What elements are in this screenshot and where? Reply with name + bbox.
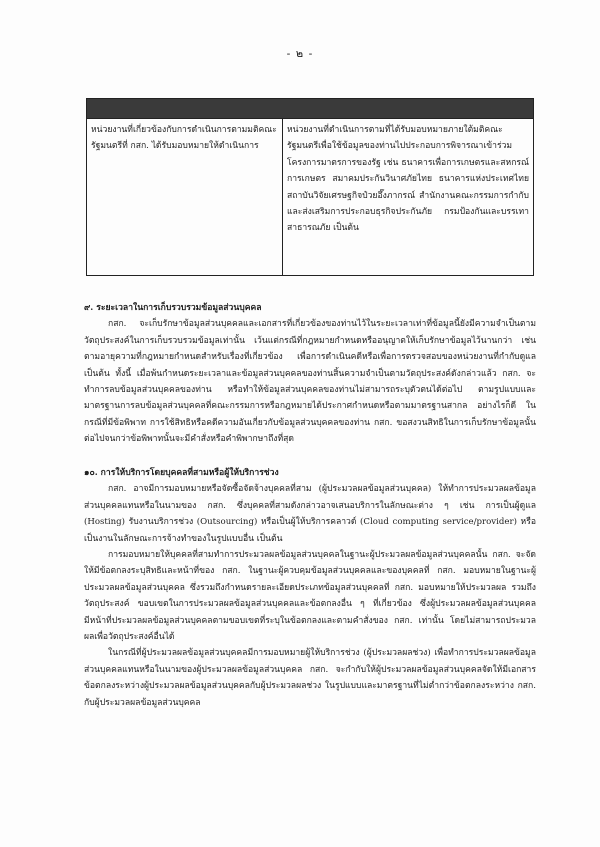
section-retention-period — [84, 300, 536, 448]
section-heading: ๑๐. การให้บริการโดยบุคคลที่สามหรือผู้ให้บริการช่วง — [84, 468, 279, 478]
section-third-party-services — [84, 465, 536, 711]
section-paragraph: กสก. อาจมีการมอบหมายหรือจัดซื้อจัดจ้างบุคคลที่สาม (ผู้ประมวลผลข้อมูลส่วนบุคคล) ให้ทำการประมวลผลข้อมูลส่วนบุคคลแทนหรือในนามของ กสก. ซึ่งบุคคลที่สามดังกล่าวอาจเสนอบริการในลักษณะต่าง ๆ เช่น การเป็นผู้ดูแล (Hosting) รับงานบริการช่วง (Outsourcing) หรือเป็นผู้ให้บริการคลาวด์ (Cloud computing service/provider) หรือเป็นงานในลักษณะการจ้างทำของในรูปแบบอื่น เป็นต้น — [84, 484, 536, 544]
table-row — [87, 119, 533, 276]
table-header-bar — [87, 99, 533, 119]
section-paragraph: ในกรณีที่ผู้ประมวลผลข้อมูลส่วนบุคคลมีการมอบหมายผู้ให้บริการช่วง (ผู้ประมวลผลช่วง) เพื่อทำการประมวลผลข้อมูลส่วนบุคคลแทนหรือในนามของผู้ประมวลผลข้อมูลส่วนบุคคล กสก. จะกำกับให้ผู้ประมวลผลข้อมูลส่วนบุคคลจัดให้มีเอกสารข้อตกลงระหว่างผู้ประมวลผลข้อมูลส่วนบุคคลกับผู้ประมวลผลช่วง ในรูปแบบและมาตรฐานที่ไม่ต่ำกว่าข้อตกลงระหว่าง กสก. กับผู้ประมวลผลข้อมูลส่วนบุคคล — [84, 648, 536, 708]
data-recipients-table — [86, 98, 534, 276]
page-number: - ๒ - — [286, 47, 314, 60]
section-heading: ๙. ระยะเวลาในการเก็บรวบรวมข้อมูลส่วนบุคคล — [84, 303, 262, 313]
table-cell-recipient-detail: หน่วยงานที่ดำเนินการตามที่ได้รับมอบหมายภายใต้มติคณะรัฐมนตรีเพื่อใช้ข้อมูลของท่านไปประกอบการพิจารณาเข้าร่วมโครงการมาตรการของรัฐ เช่น ธนาคารเพื่อการเกษตรและสหกรณ์การเกษตร สมาคมประกันวินาศภัยไทย ธนาคารแห่งประเทศไทย สถาบันวิจัยเศรษฐกิจป๋วยอึ๊งภากรณ์ สำนักงานคณะกรรมการกำกับและส่งเสริมการประกอบธุรกิจประกันภัย กรมป้องกันและบรรเทาสาธารณภัย เป็นต้น — [287, 125, 529, 234]
section-paragraph: การมอบหมายให้บุคคลที่สามทำการประมวลผลข้อมูลส่วนบุคคลในฐานะผู้ประมวลผลข้อมูลส่วนบุคคลนั้น กสก. จะจัดให้มีข้อตกลงระบุสิทธิและหน้าที่ของ กสก. ในฐานะผู้ควบคุมข้อมูลส่วนบุคคลและของบุคคลที่ กสก. มอบหมายในฐานะผู้ประมวลผลข้อมูลส่วนบุคคล ซึ่งรวมถึงกำหนดรายละเอียดประเภทข้อมูลส่วนบุคคลที่ กสก. มอบหมายให้ประมวลผล รวมถึงวัตถุประสงค์ ขอบเขตในการประมวลผลข้อมูลส่วนบุคคลและข้อตกลงอื่น ๆ ที่เกี่ยวข้อง ซึ่งผู้ประมวลผลข้อมูลส่วนบุคคลมีหน้าที่ประมวลผลข้อมูลส่วนบุคคลตามขอบเขตที่ระบุในข้อตกลงและตามคำสั่งของ กสก. เท่านั้น โดยไม่สามารถประมวลผลเพื่อวัตถุประสงค์อื่นได้ — [84, 550, 536, 643]
table-cell-recipient-type: หน่วยงานที่เกี่ยวข้องกับการดำเนินการตามมติคณะรัฐมนตรีที่ กสก. ได้รับมอบหมายให้ดำเนินการ — [87, 119, 283, 276]
section-paragraph: กสก. จะเก็บรักษาข้อมูลส่วนบุคคลและเอกสารที่เกี่ยวข้องของท่านไว้ในระยะเวลาเท่าที่ข้อมูลนี้ยังมีความจำเป็นตามวัตถุประสงค์ในการเก็บรวบรวมข้อมูลเท่านั้น เว้นแต่กรณีที่กฎหมายกำหนดหรืออนุญาตให้เก็บรักษาข้อมูลไว้นานกว่า เช่น ตามอายุความที่กฎหมายกำหนดสำหรับเรื่องที่เกี่ยวข้อง เพื่อการดำเนินคดีหรือเพื่อการตรวจสอบของหน่วยงานที่กำกับดูแล เป็นต้น ทั้งนี้ เมื่อพ้นกำหนดระยะเวลาและข้อมูลส่วนบุคคลของท่านสิ้นความจำเป็นตามวัตถุประสงค์ดังกล่าวแล้ว กสก. จะทำการลบข้อมูลส่วนบุคคลของท่าน หรือทำให้ข้อมูลส่วนบุคคลของท่านไม่สามารถระบุตัวตนได้ต่อไป ตามรูปแบบและมาตรฐานการลบข้อมูลส่วนบุคคลที่คณะกรรมการหรือกฎหมายได้ประกาศกำหนดหรือตามมาตรฐานสากล อย่างไรก็ดี ในกรณีที่มีข้อพิพาท การใช้สิทธิหรือคดีความอันเกี่ยวกับข้อมูลส่วนบุคคลของท่าน กสก. ขอสงวนสิทธิในการเก็บรักษาข้อมูลนั้นต่อไปจนกว่าข้อพิพาทนั้นจะมีคำสั่งหรือคำพิพากษาถึงที่สุด — [84, 319, 536, 445]
